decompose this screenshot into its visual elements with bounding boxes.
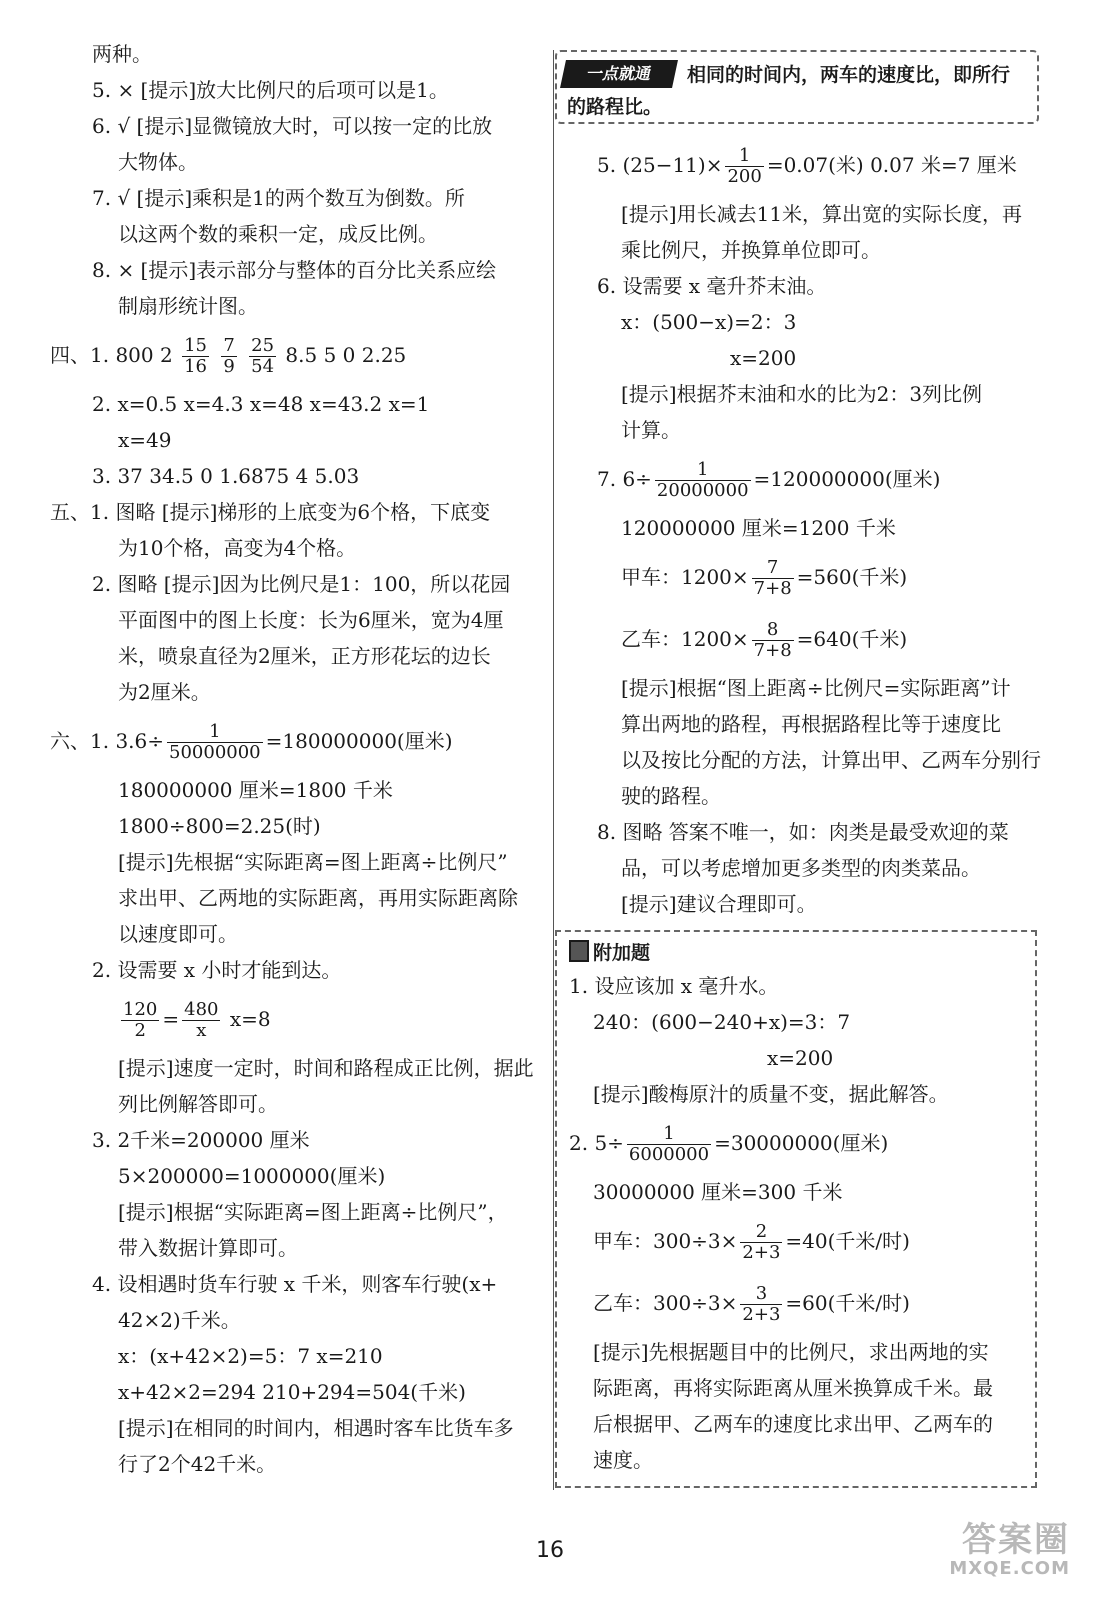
numerator: 7 — [752, 558, 794, 579]
fraction — [725, 146, 763, 187]
section-4-item-2: 2. x=0.5 x=4.3 x=48 x=43.2 x=1 — [92, 392, 430, 416]
answer-5 — [565, 134, 1060, 196]
answer-6: 6. 设需要 x 毫升芥末油。 — [597, 274, 827, 298]
text-segment: =40(千米/时) — [785, 1229, 910, 1253]
fraction — [655, 460, 751, 501]
fraction — [752, 558, 794, 599]
bonus-item-1: 1. 设应该加 x 毫升水。 — [569, 974, 779, 998]
watermark — [920, 1522, 1070, 1582]
numerator: 120 — [123, 999, 158, 1020]
text-line: 际距离，再将实际距离从厘米换算成千米。最 — [593, 1376, 993, 1400]
answer-7 — [565, 448, 1060, 510]
fraction — [182, 1000, 220, 1041]
text-segment: 六、1. 3.6÷ — [50, 729, 165, 753]
text-segment: =180000000(厘米) — [265, 729, 453, 753]
car-a-speed — [557, 1210, 1035, 1272]
text-line: 180000000 厘米=1800 千米 — [118, 778, 393, 802]
hint-line: [提示]酸梅原汁的质量不变，据此解答。 — [593, 1082, 949, 1106]
car-a-line — [565, 546, 1060, 608]
hint-line: [提示]用长减去11米，算出宽的实际长度，再 — [621, 202, 1023, 226]
denominator: 2 — [134, 1020, 146, 1041]
answer-7: 7. √ [提示]乘积是1的两个数互为倒数。所 — [92, 186, 465, 210]
text-line: 为2厘米。 — [118, 680, 211, 704]
fraction — [121, 1000, 159, 1041]
section-5-item-2: 2. 图略 [提示]因为比例尺是1：100，所以花园 — [92, 572, 511, 596]
text-segment: 5. (25−11)× — [597, 153, 723, 177]
text-segment: =640(千米) — [796, 627, 908, 651]
numerator: 2 — [740, 1222, 782, 1243]
tip-box — [555, 50, 1039, 124]
right-column — [565, 36, 1060, 1488]
book-icon — [569, 940, 589, 962]
text-line: 算出两地的路程，再根据路程比等于速度比 — [621, 712, 1001, 736]
text-line: 240：(600−240+x)=3：7 — [593, 1010, 851, 1034]
numerator: 1 — [627, 1124, 711, 1145]
denominator: 6000000 — [628, 1144, 710, 1165]
fraction — [221, 336, 236, 377]
denominator: 7+8 — [753, 640, 792, 661]
text-line: 以这两个数的乘积一定，成反比例。 — [118, 222, 438, 246]
text-line: 120000000 厘米=1200 千米 — [621, 516, 896, 540]
text-segment: 7. 6÷ — [597, 467, 652, 491]
bonus-title: 附加题 — [593, 942, 651, 964]
column-divider — [553, 50, 554, 1490]
left-column — [50, 36, 550, 1482]
text-line: 行了2个42千米。 — [118, 1452, 277, 1476]
text-line: 42×2)千米。 — [118, 1308, 241, 1332]
hint-line: [提示]先根据题目中的比例尺，求出两地的实 — [593, 1340, 989, 1364]
hint-line: [提示]根据“图上距离÷比例尺=实际距离”计 — [621, 676, 1011, 700]
watermark-sub: MXQE.COM — [949, 1558, 1070, 1579]
text-segment: 乙车：1200× — [621, 627, 749, 651]
text-segment: =0.07(米) 0.07 米=7 厘米 — [766, 153, 1017, 177]
section-4-item-1 — [50, 324, 550, 386]
section-6-item-1 — [50, 710, 550, 772]
denominator: 200 — [727, 166, 762, 187]
numerator: 1 — [655, 460, 751, 481]
text-line: 计算。 — [621, 418, 681, 442]
hint-line: [提示]根据“实际距离=图上距离÷比例尺”， — [118, 1200, 508, 1224]
text-segment: 甲车：300÷3× — [593, 1229, 738, 1253]
fraction — [740, 1222, 782, 1263]
numerator: 480 — [184, 999, 219, 1020]
fraction — [249, 336, 276, 377]
text-segment: 甲车：1200× — [621, 565, 749, 589]
bonus-section — [555, 930, 1037, 1488]
fraction — [752, 620, 794, 661]
numerator: 8 — [752, 620, 794, 641]
car-b-line — [565, 608, 1060, 670]
text-line: 制扇形统计图。 — [118, 294, 258, 318]
text-segment: 8.5 5 0 2.25 — [285, 343, 407, 367]
proportion-equation: $\frac{120}{2}$ = $\frac{480}{x}$ x=8 — [123, 999, 271, 1041]
fraction — [167, 722, 263, 763]
text-line: 后根据甲、乙两车的速度比求出甲、乙两车的 — [593, 1412, 993, 1436]
hint-line: [提示]根据芥末油和水的比为2：3列比例 — [621, 382, 983, 406]
denominator: x — [196, 1020, 207, 1041]
text-segment: =560(千米) — [796, 565, 908, 589]
text-line: 30000000 厘米=300 千米 — [593, 1180, 843, 1204]
text-segment: x=8 — [229, 1007, 271, 1031]
text-line: 为10个格，高变为4个格。 — [118, 536, 357, 560]
text-line: x=49 — [118, 428, 172, 452]
numerator: 3 — [740, 1284, 782, 1305]
bonus-item-2 — [557, 1112, 1035, 1174]
text-line: 品，可以考虑增加更多类型的肉类菜品。 — [621, 856, 981, 880]
text-line: 以及按比分配的方法，计算出甲、乙两车分别行 — [621, 748, 1041, 772]
tip-badge: 一点就通 — [560, 60, 678, 88]
text-segment: 四、1. 800 2 — [50, 343, 173, 367]
watermark-main: 答案圈 — [962, 1520, 1070, 1560]
text-line: 带入数据计算即可。 — [118, 1236, 298, 1260]
denominator: 50000000 — [169, 742, 261, 763]
text-line: x：(500−x)=2：3 — [621, 310, 797, 334]
text-line: 求出甲、乙两地的实际距离，再用实际距离除 — [118, 886, 518, 910]
fraction — [627, 1124, 711, 1165]
denominator: 54 — [251, 356, 275, 377]
text-segment: =60(千米/时) — [785, 1291, 910, 1315]
hint-line: [提示]先根据“实际距离=图上距离÷比例尺” — [118, 850, 508, 874]
denominator: 16 — [184, 356, 207, 377]
text-line: 1800÷800=2.25(时) — [118, 814, 321, 838]
car-b-speed — [557, 1272, 1035, 1334]
text-line: 5×200000=1000000(厘米) — [118, 1164, 386, 1188]
hint-line: [提示]速度一定时，时间和路程成正比例，据此 — [118, 1056, 534, 1080]
text-line: 以速度即可。 — [118, 922, 238, 946]
text-line: 驶的路程。 — [621, 784, 721, 808]
section-4-item-3: 3. 37 34.5 0 1.6875 4 5.03 — [92, 464, 360, 488]
text-line: x+42×2=294 210+294=504(千米) — [118, 1380, 466, 1404]
text-line: 速度。 — [593, 1448, 653, 1472]
section-6-item-2: 2. 设需要 x 小时才能到达。 — [92, 958, 342, 982]
text-segment: 2. 5÷ — [569, 1131, 624, 1155]
text-line: 大物体。 — [118, 150, 198, 174]
denominator: 2+3 — [742, 1242, 781, 1263]
numerator: 25 — [251, 335, 275, 356]
numerator: 1 — [725, 146, 763, 167]
section-5-item-1: 五、1. 图略 [提示]梯形的上底变为6个格，下底变 — [50, 500, 491, 524]
text-line: x=200 — [767, 1046, 834, 1070]
text-segment: 乙车：300÷3× — [593, 1291, 738, 1315]
answer-6: 6. √ [提示]显微镜放大时，可以按一定的比放 — [92, 114, 493, 138]
text-line: 乘比例尺，并换算单位即可。 — [621, 238, 881, 262]
text-line: 米，喷泉直径为2厘米，正方形花坛的边长 — [118, 644, 491, 668]
text-line: x：(x+42×2)=5：7 x=210 — [118, 1344, 383, 1368]
tip-text: 的路程比。 — [567, 96, 663, 118]
answer-8: 8. 图略 答案不唯一，如：肉类是最受欢迎的菜 — [597, 820, 1009, 844]
page-number: 16 — [536, 1538, 564, 1563]
denominator: 7+8 — [753, 578, 792, 599]
numerator: 7 — [223, 335, 235, 356]
fraction — [740, 1284, 782, 1325]
text-line: 两种。 — [92, 42, 152, 66]
answer-5: 5. × [提示]放大比例尺的后项可以是1。 — [92, 78, 449, 102]
numerator: 15 — [184, 335, 207, 356]
denominator: 20000000 — [656, 480, 749, 501]
denominator: 9 — [223, 356, 235, 377]
text-line: 列比例解答即可。 — [118, 1092, 278, 1116]
hint-line: [提示]建议合理即可。 — [621, 892, 817, 916]
text-segment: =120000000(厘米) — [753, 467, 941, 491]
fraction — [182, 336, 209, 377]
text-line: 平面图中的图上长度：长为6厘米，宽为4厘 — [118, 608, 504, 632]
section-6-item-3: 3. 2千米=200000 厘米 — [92, 1128, 310, 1152]
denominator: 2+3 — [742, 1304, 781, 1325]
text-line: x=200 — [730, 346, 797, 370]
text-segment: =30000000(厘米) — [714, 1131, 889, 1155]
numerator: 1 — [167, 722, 263, 743]
bonus-heading — [557, 938, 1035, 968]
section-6-item-4: 4. 设相遇时货车行驶 x 千米，则客车行驶(x+ — [92, 1272, 498, 1296]
hint-line: [提示]在相同的时间内，相遇时客车比货车多 — [118, 1416, 514, 1440]
answer-8: 8. × [提示]表示部分与整体的百分比关系应绘 — [92, 258, 497, 282]
tip-text: 相同的时间内，两车的速度比，即所行 — [687, 64, 1011, 86]
